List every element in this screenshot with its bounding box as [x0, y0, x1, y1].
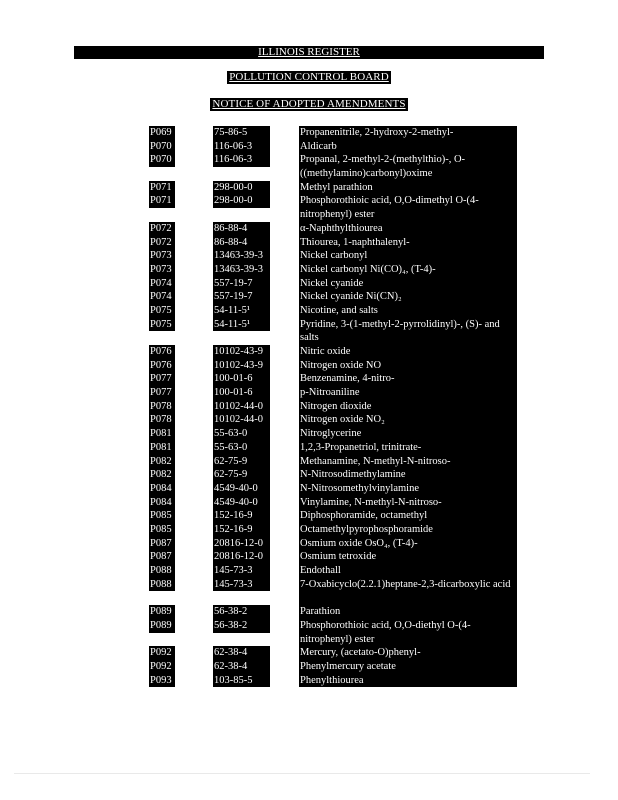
waste-code: P084: [149, 482, 175, 496]
substance-name: Mercury, (acetato-O)phenyl-: [299, 646, 517, 660]
cas-number: 10102-44-0: [213, 400, 270, 414]
substance-name: Parathion: [299, 605, 517, 619]
waste-code: P081: [149, 427, 175, 441]
cas-number: 62-75-9: [213, 455, 270, 469]
table-row: [0, 578, 618, 605]
substance-name: Propanenitrile, 2-hydroxy-2-methyl-: [299, 126, 517, 140]
waste-code: P078: [149, 400, 175, 414]
table-row: [0, 386, 618, 400]
table-row: [0, 550, 618, 564]
substance-name: Osmium oxide OsO₄, (T-4)-: [299, 537, 517, 551]
table-row: [0, 345, 618, 359]
table-row: [0, 413, 618, 427]
cas-number: 152-16-9: [213, 509, 270, 523]
waste-code: P092: [149, 646, 175, 660]
substance-name: Nickel cyanide Ni(CN)₂: [299, 290, 517, 304]
substance-name: Phenylmercury acetate: [299, 660, 517, 674]
cas-number: 56-38-2: [213, 605, 270, 619]
cas-number: 152-16-9: [213, 523, 270, 537]
substance-name: Methanamine, N-methyl-N-nitroso-: [299, 455, 517, 469]
table-row: [0, 153, 618, 180]
cas-number: 116-06-3: [213, 153, 270, 167]
cas-number: 100-01-6: [213, 386, 270, 400]
table-row: [0, 181, 618, 195]
substance-name: Diphosphoramide, octamethyl: [299, 509, 517, 523]
substance-name: Nicotine, and salts: [299, 304, 517, 318]
substance-name: Phenylthiourea: [299, 674, 517, 688]
table-row: [0, 619, 618, 646]
waste-code: P085: [149, 523, 175, 537]
waste-code: P078: [149, 413, 175, 427]
waste-code: P076: [149, 345, 175, 359]
cas-number: 10102-43-9: [213, 345, 270, 359]
cas-number: 116-06-3: [213, 140, 270, 154]
table-row: [0, 372, 618, 386]
waste-code-table: [0, 126, 618, 687]
cas-number: 145-73-3: [213, 578, 270, 592]
substance-name: Nickel carbonyl: [299, 249, 517, 263]
cas-number: 54-11-5¹: [213, 318, 270, 332]
table-row: [0, 660, 618, 674]
cas-number: 13463-39-3: [213, 249, 270, 263]
substance-name: Octamethylpyrophosphoramide: [299, 523, 517, 537]
cas-number: 62-75-9: [213, 468, 270, 482]
waste-code: P082: [149, 455, 175, 469]
waste-code: P075: [149, 304, 175, 318]
waste-code: P084: [149, 496, 175, 510]
register-title: ILLINOIS REGISTER: [258, 46, 360, 58]
substance-name: Nitric oxide: [299, 345, 517, 359]
hazard-flag: (R): [502, 428, 516, 440]
cas-number: 4549-40-0: [213, 496, 270, 510]
waste-code: P074: [149, 290, 175, 304]
cas-number: 298-00-0: [213, 194, 270, 208]
substance-name: Nitrogen oxide NO: [299, 359, 517, 373]
waste-code: P069: [149, 126, 175, 140]
waste-code: P074: [149, 277, 175, 291]
substance-name: Propanal, 2-methyl-2-(methylthio)-, O-((methylamino)carbonyl)oxime: [299, 153, 517, 180]
waste-code: P093: [149, 674, 175, 688]
substance-name: Thiourea, 1-naphthalenyl-: [299, 236, 517, 250]
table-row: [0, 468, 618, 482]
substance-name: Endothall: [299, 564, 517, 578]
substance-name: Nitrogen oxide NO₂: [299, 413, 517, 427]
table-row: [0, 263, 618, 277]
waste-code: P076: [149, 359, 175, 373]
page-bottom-rule: [14, 773, 590, 774]
cas-number: 10102-44-0: [213, 413, 270, 427]
substance-name: Osmium tetroxide: [299, 550, 517, 564]
waste-code: P077: [149, 372, 175, 386]
substance-name: α-Naphthylthiourea: [299, 222, 517, 236]
table-row: [0, 482, 618, 496]
cas-number: 557-19-7: [213, 290, 270, 304]
table-row: [0, 400, 618, 414]
waste-code: P089: [149, 605, 175, 619]
cas-number: 13463-39-3: [213, 263, 270, 277]
table-row: [0, 509, 618, 523]
cas-number: 10102-43-9: [213, 359, 270, 373]
cas-number: 103-85-5: [213, 674, 270, 688]
cas-number: 4549-40-0: [213, 482, 270, 496]
waste-code: P073: [149, 249, 175, 263]
substance-name: Vinylamine, N-methyl-N-nitroso-: [299, 496, 517, 510]
waste-code: P092: [149, 660, 175, 674]
table-row: [0, 249, 618, 263]
register-title-bar: [74, 46, 544, 59]
table-row: [0, 140, 618, 154]
waste-code: P072: [149, 236, 175, 250]
table-row: [0, 236, 618, 250]
notice-title-line: [0, 98, 618, 111]
table-row: [0, 222, 618, 236]
table-row: [0, 455, 618, 469]
substance-name: 7-Oxabicyclo(2.2.1)heptane-2,3-dicarboxylic acid: [299, 578, 517, 605]
cas-number: 20816-12-0: [213, 537, 270, 551]
table-row: [0, 646, 618, 660]
board-title: POLLUTION CONTROL BOARD: [229, 71, 389, 83]
table-row: [0, 537, 618, 551]
table-row: [0, 605, 618, 619]
notice-title: NOTICE OF ADOPTED AMENDMENTS: [212, 98, 406, 110]
waste-code: P087: [149, 537, 175, 551]
substance-name: Methyl parathion: [299, 181, 517, 195]
table-row: [0, 674, 618, 688]
waste-code: P073: [149, 263, 175, 277]
table-row: [0, 290, 618, 304]
cas-number: 100-01-6: [213, 372, 270, 386]
substance-name: Phosphorothioic acid, O,O-diethyl O-(4-nitrophenyl) ester: [299, 619, 517, 646]
cas-number: 86-88-4: [213, 222, 270, 236]
cas-number: 145-73-3: [213, 564, 270, 578]
cas-number: 298-00-0: [213, 181, 270, 195]
substance-name: Nitrogen dioxide: [299, 400, 517, 414]
table-row: [0, 318, 618, 345]
table-row: [0, 441, 618, 455]
table-row: [0, 277, 618, 291]
cas-number: 62-38-4: [213, 646, 270, 660]
substance-name: p-Nitroaniline: [299, 386, 517, 400]
table-row: [0, 359, 618, 373]
waste-code: P082: [149, 468, 175, 482]
cas-number: 75-86-5: [213, 126, 270, 140]
substance-name: Nitroglycerine: [299, 427, 517, 441]
waste-code: P085: [149, 509, 175, 523]
board-title-line: [0, 71, 618, 84]
substance-name: 1,2,3-Propanetriol, trinitrate-: [299, 441, 517, 455]
table-row: [0, 194, 618, 221]
waste-code: P070: [149, 140, 175, 154]
cas-number: 20816-12-0: [213, 550, 270, 564]
substance-name: Aldicarb: [299, 140, 517, 154]
hazard-flag: (R): [502, 441, 516, 453]
table-row: [0, 564, 618, 578]
waste-code: P088: [149, 564, 175, 578]
table-row: [0, 126, 618, 140]
substance-name: Nickel carbonyl Ni(CO)₄, (T-4)-: [299, 263, 517, 277]
waste-code: P081: [149, 441, 175, 455]
waste-code: P071: [149, 194, 175, 208]
waste-code: P071: [149, 181, 175, 195]
table-row: [0, 523, 618, 537]
table-row: [0, 427, 618, 441]
cas-number: 86-88-4: [213, 236, 270, 250]
cas-number: 55-63-0: [213, 441, 270, 455]
waste-code: P075: [149, 318, 175, 332]
waste-code: P077: [149, 386, 175, 400]
substance-name: N-Nitrosomethylvinylamine: [299, 482, 517, 496]
waste-code: P088: [149, 578, 175, 592]
substance-name: N-Nitrosodimethylamine: [299, 468, 517, 482]
waste-code: P072: [149, 222, 175, 236]
cas-number: 62-38-4: [213, 660, 270, 674]
cas-number: 55-63-0: [213, 427, 270, 441]
cas-number: 557-19-7: [213, 277, 270, 291]
cas-number: 56-38-2: [213, 619, 270, 633]
cas-number: 54-11-5¹: [213, 304, 270, 318]
substance-name: Benzenamine, 4-nitro-: [299, 372, 517, 386]
waste-code: P089: [149, 619, 175, 633]
waste-code: P087: [149, 550, 175, 564]
table-row: [0, 496, 618, 510]
substance-name: Nickel cyanide: [299, 277, 517, 291]
table-row: [0, 304, 618, 318]
substance-name: Pyridine, 3-(1-methyl-2-pyrrolidinyl)-, (S)- and salts: [299, 318, 517, 345]
substance-name: Phosphorothioic acid, O,O-dimethyl O-(4-nitrophenyl) ester: [299, 194, 517, 221]
waste-code: P070: [149, 153, 175, 167]
